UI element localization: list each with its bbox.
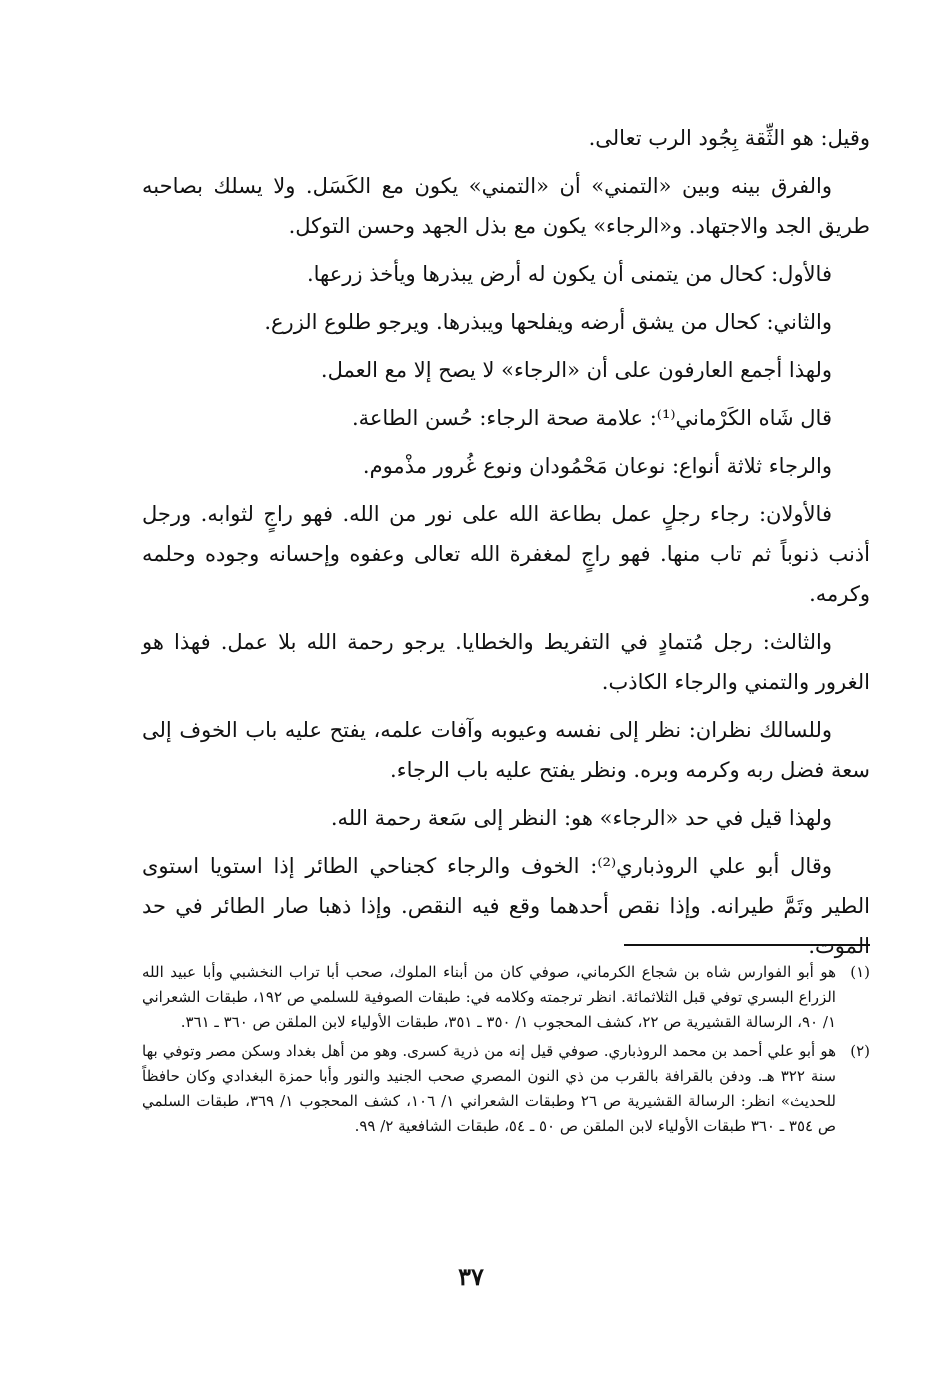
paragraph: ولهذا أجمع العارفون على أن «الرجاء» لا يصح إلا مع العمل. <box>320 358 832 382</box>
footnote-number: (١) <box>850 963 870 981</box>
footnote-separator <box>624 944 870 946</box>
footnote-text: هو أبو علي أحمد بن محمد الروذباري. صوفي قيل إنه من ذرية كسرى. وهو من أهل بغداد وسكن مصر وتوفي بها سنة ٣٢٢ هـ. ودفن بالقرافة بالقرب من ذي النون المصري صحب الجنيد والنور وأبا حمزة البغدادي وكان حافظاً للحديث» انظر: الرسالة القشيرية ص ٢٦ وطبقات الشعراني ١/ ١٠٦، كشف المحجوب ١/ ٣٦٩، طبقات السلمي ص ٣٥٤ ـ ٣٦٠ طبقات الأولياء لابن الملقن ص ٥٠ ـ ٥٤، طبقات الشافعية ٢/ ٩٩. <box>142 1042 837 1135</box>
footnote-item <box>142 1039 870 1139</box>
footnote-number: (٢) <box>850 1042 870 1060</box>
paragraph: فالأولان: رجاء رجلٍ عمل بطاعة الله على نور من الله. فهو راجٍ لثوابه. ورجل أذنب ذنوباً ثم تاب منها. فهو راجٍ لمغفرة الله تعالى وعفوه وإحسانه وجوده وحلمه وكرمه. <box>142 502 870 606</box>
main-text <box>142 118 870 974</box>
paragraph: وقال أبو علي الروذباري⁽²⁾: الخوف والرجاء كجناحي الطائر إذا استويا استوى الطير وتَمَّ طيرانه. وإذا نقص أحدهما وقع فيه النقص. وإذا ذهبا صار الطائر في حد الموت. <box>142 854 870 958</box>
paragraph: وللسالك نظران: نظر إلى نفسه وعيوبه وآفات علمه، يفتح عليه باب الخوف إلى سعة فضل ربه وكرمه وبره. ونظر يفتح عليه باب الرجاء. <box>142 718 870 782</box>
paragraph: والثالث: رجل مُتمادٍ في التفريط والخطايا. يرجو رحمة الله بلا عمل. فهذا هو الغرور والتمني والرجاء الكاذب. <box>142 630 870 694</box>
paragraph: والثاني: كحال من يشق أرضه ويفلحها ويبذرها. ويرجو طلوع الزرع. <box>264 310 832 334</box>
paragraph: قال شَاه الكَرْماني⁽¹⁾: علامة صحة الرجاء: حُسن الطاعة. <box>351 406 832 430</box>
page-number: ٣٧ <box>458 1262 484 1291</box>
paragraph: وقيل: هو الثِّقة بِجُود الرب تعالى. <box>588 126 870 150</box>
paragraph: فالأول: كحال من يتمنى أن يكون له أرض يبذرها ويأخذ زرعها. <box>306 262 832 286</box>
paragraph: ولهذا قيل في حد «الرجاء» هو: النظر إلى سَعة رحمة الله. <box>330 806 832 830</box>
footnote-text: هو أبو الفوارس شاه بن شجاع الكرماني، صوفي كان من أبناء الملوك، صحب أبا تراب النخشبي وأبا عبيد الله الزراع البسري توفي قبل الثلاثمائة. انظر ترجمته وكلامه في: طبقات الصوفية للسلمي ص ١٩٢، طبقات الشعراني ١/ ٩٠، الرسالة القشيرية ص ٢٢، كشف المحجوب ١/ ٣٥٠ ـ ٣٥١، طبقات الأولياء لابن الملقن ص ٣٦٠ ـ ٣٦١. <box>142 963 836 1031</box>
paragraph: والفرق بينه وبين «التمني» أن «التمني» يكون مع الكَسَل. ولا يسلك بصاحبه طريق الجد والاجتهاد. و«الرجاء» يكون مع بذل الجهد وحسن التوكل. <box>142 174 870 238</box>
footnotes <box>142 960 870 1143</box>
footnote-item <box>142 960 870 1035</box>
paragraph: والرجاء ثلاثة أنواع: نوعان مَحْمُودان ونوع غُرور مذْموم. <box>362 454 832 478</box>
